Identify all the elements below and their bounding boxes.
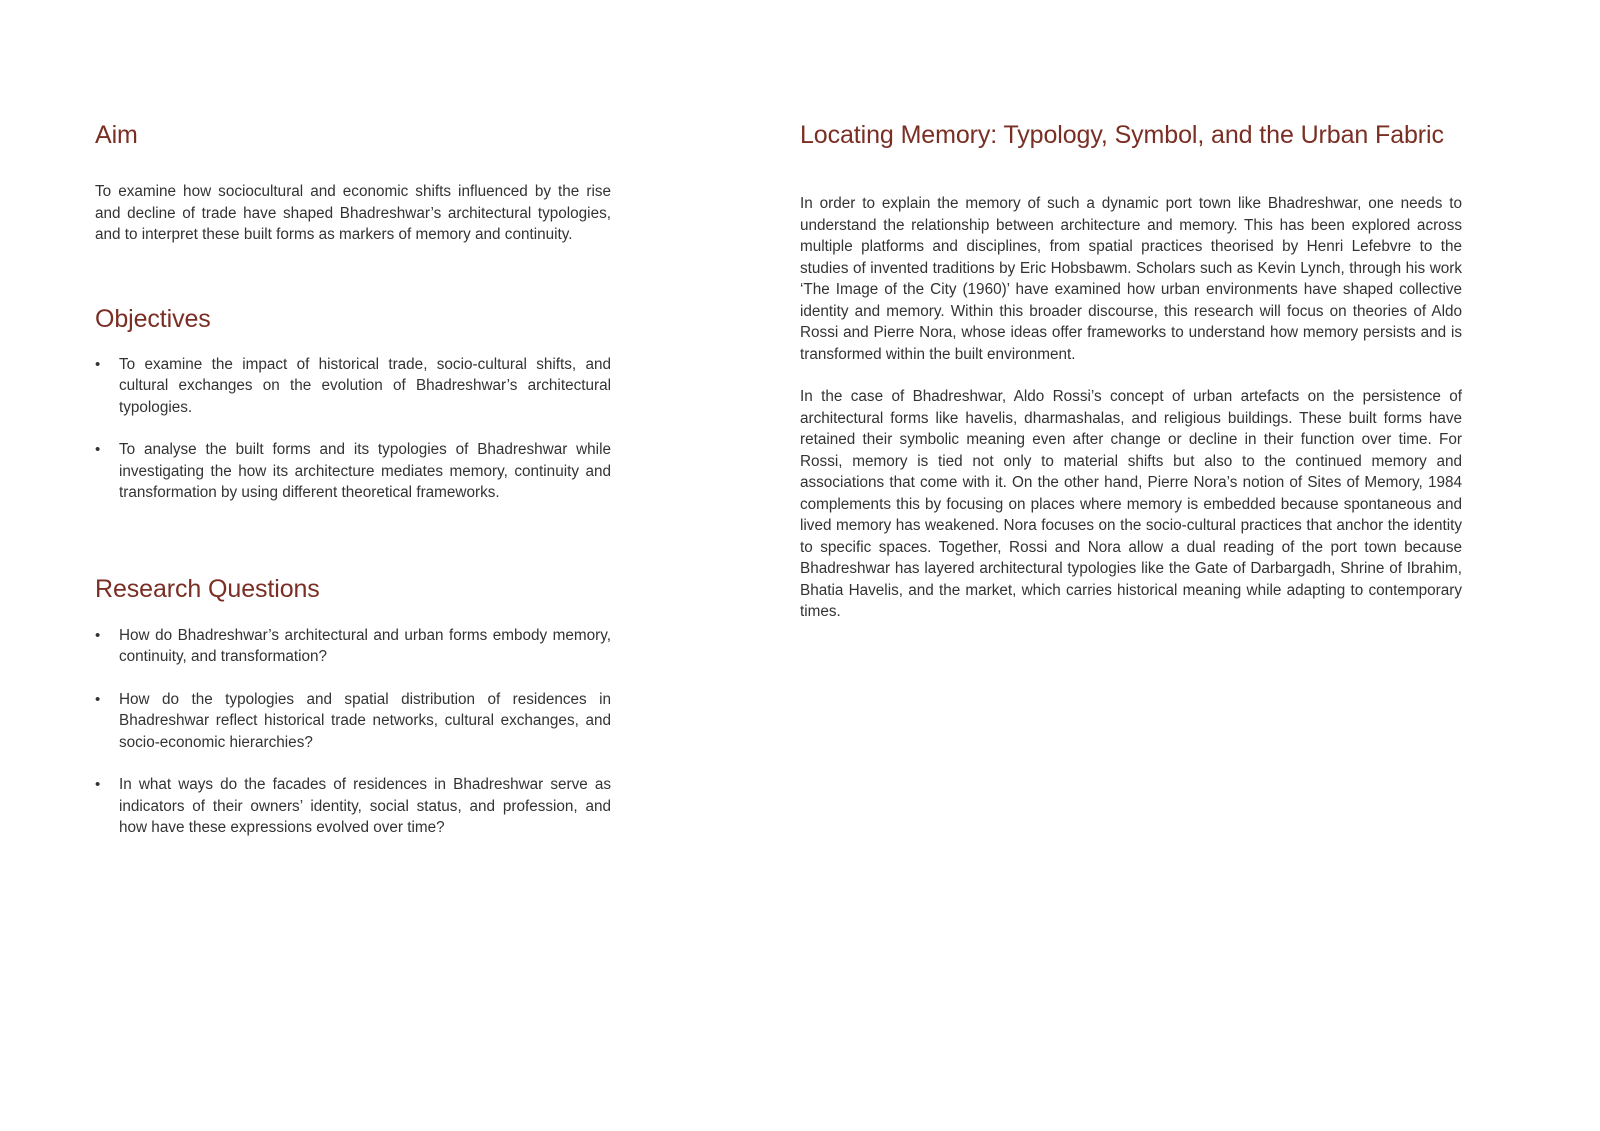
bullet-icon: • bbox=[95, 355, 101, 373]
research-question-text: In what ways do the facades of residences in Bhadreshwar serve as indicators of their owners’ identity, social status, and profession, and how have these expressions evolved over time? bbox=[119, 776, 611, 836]
research-question-text: How do the typologies and spatial distribution of residences in Bhadreshwar reflect historical trade networks, cultural exchanges, and socio-economic hierarchies? bbox=[119, 690, 611, 751]
bullet-icon: • bbox=[95, 626, 101, 644]
left-column bbox=[95, 120, 611, 839]
aim-section bbox=[95, 120, 611, 246]
objectives-list bbox=[95, 354, 611, 504]
bullet-icon: • bbox=[95, 441, 101, 458]
objective-text: To analyse the built forms and its typologies of Bhadreshwar while investigating the how its architecture mediates memory, continuity and transformation by using different theoretical frameworks. bbox=[119, 441, 611, 501]
research-question-item bbox=[95, 625, 611, 668]
objective-item bbox=[95, 354, 611, 419]
bullet-icon: • bbox=[95, 776, 101, 793]
locating-memory-paragraph-1: In order to explain the memory of such a dynamic port town like Bhadreshwar, one needs to understand the relationship between architecture and memory. This has been explored across multiple platforms and disciplines, from spatial practices theorised by Henri Lefebvre to the studies of invented traditions by Eric Hobsbawm. Scholars such as Kevin Lynch, through his work ‘The Image of the City (1960)’ have examined how urban environments have shaped collective identity and memory. Within this broader discourse, this research will focus on theories of Aldo Rossi and Pierre Nora, whose ideas offer frameworks to understand how memory persists and is transformed within the built environment. bbox=[800, 195, 1462, 363]
right-column bbox=[800, 120, 1462, 623]
research-questions-heading: Research Questions bbox=[95, 574, 320, 603]
objective-item bbox=[95, 439, 611, 504]
bullet-icon: • bbox=[95, 690, 101, 708]
research-questions-section bbox=[95, 574, 611, 839]
research-question-item bbox=[95, 689, 611, 754]
aim-heading: Aim bbox=[95, 121, 138, 149]
objective-text: To examine the impact of historical trade, socio-cultural shifts, and cultural exchanges on the evolution of Bhadreshwar’s architectural typologies. bbox=[119, 355, 611, 416]
research-questions-list bbox=[95, 625, 611, 839]
locating-memory-heading: Locating Memory: Typology, Symbol, and the Urban Fabric bbox=[800, 121, 1444, 149]
objectives-heading: Objectives bbox=[95, 304, 211, 333]
research-question-text: How do Bhadreshwar’s architectural and urban forms embody memory, continuity, and transformation? bbox=[119, 626, 611, 665]
research-question-item bbox=[95, 774, 611, 839]
locating-memory-paragraph-2: In the case of Bhadreshwar, Aldo Rossi’s concept of urban artefacts on the persistence of architectural forms like havelis, dharmashalas, and religious buildings. These built forms have retained their symbolic meaning even after change or decline in their function over time. For Rossi, memory is tied not only to material shifts but also to the continued memory and associations that come with it. On the other hand, Pierre Nora’s notion of Sites of Memory, 1984 complements this by focusing on places where memory is embedded because spontaneous and lived memory has weakened. Nora focuses on the socio-cultural practices that anchor the identity to specific spaces. Together, Rossi and Nora allow a dual reading of the port town because Bhadreshwar has layered architectural typologies like the Gate of Darbargadh, Shrine of Ibrahim, Bhatia Havelis, and the market, which carries historical meaning while adapting to contemporary times. bbox=[800, 388, 1462, 620]
objectives-section bbox=[95, 304, 611, 504]
aim-text: To examine how sociocultural and economic shifts influenced by the rise and decline of trade have shaped Bhadreshwar’s architectural typologies, and to interpret these built forms as markers of memory and continuity. bbox=[95, 183, 611, 243]
